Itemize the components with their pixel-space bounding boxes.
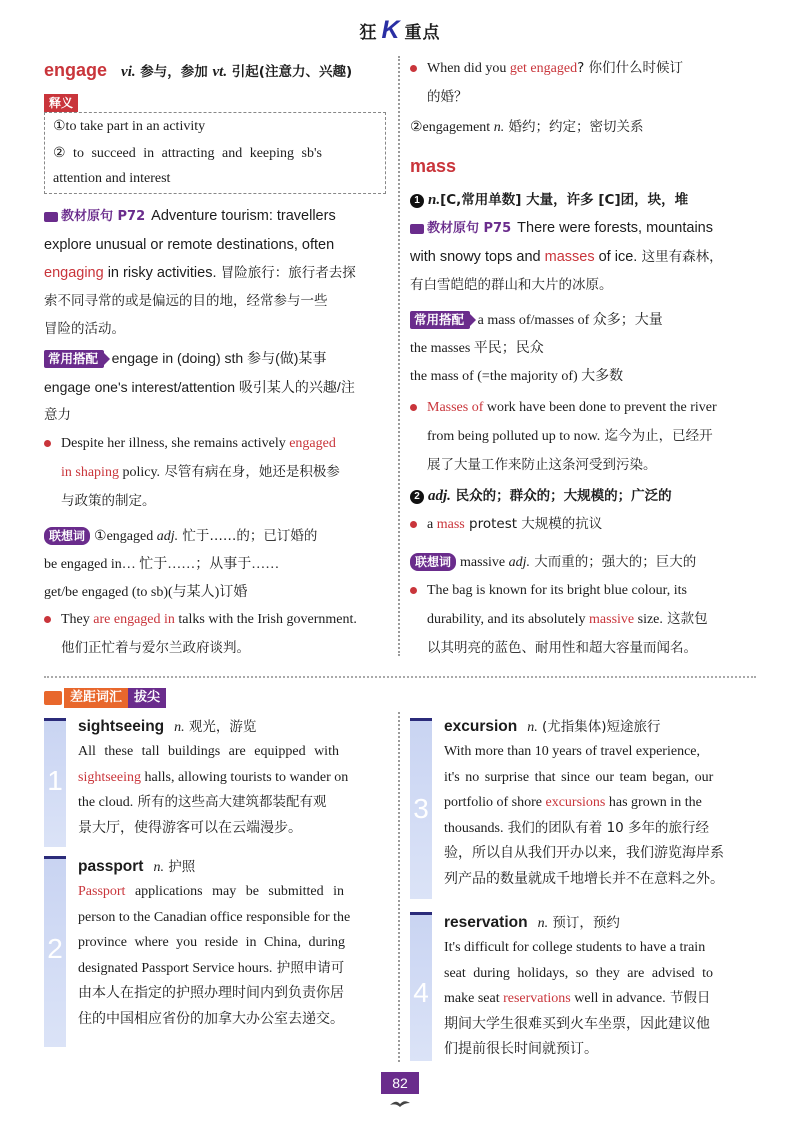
assoc-1a: ①engaged [94, 529, 157, 544]
sense-2-meaning: 民众的；群众的；大规模的；广泛的 [450, 488, 672, 504]
mass-ex2-b: protest 大规模的抗议 [464, 516, 603, 532]
bullet-icon [410, 587, 417, 594]
bullet-icon [44, 616, 51, 623]
entry-passport [78, 856, 388, 1032]
mass-association [410, 548, 756, 662]
source-en-1: Adventure tourism: travellers [151, 208, 336, 224]
source-zh-1: 冒险旅行：旅行者去探 [216, 265, 356, 281]
mass-coll-2: the masses 平民；民众 [410, 341, 544, 356]
entry-2-number: 2 [47, 933, 63, 964]
meaning-vi: 参与，参加 [135, 64, 213, 80]
mass-collocations [410, 306, 756, 391]
mass-ex3-highlight: massive [589, 612, 635, 627]
open-book-icon [44, 691, 62, 705]
entry-1-meaning: 观光，游览 [184, 719, 257, 735]
entry-2-line-3: province where you reside in China, during [78, 935, 345, 950]
entry-2-zh-2: 由本人在指定的护照办理时间内到负责你居 [78, 985, 344, 1001]
engagement-word: ②engagement [410, 120, 494, 135]
ex1-highlight-2: in shaping [61, 465, 119, 480]
sense-1-pos: n. [428, 192, 441, 208]
mass-ex1-b: from being polluted up to now. [427, 429, 601, 444]
header-k-logo: K [381, 16, 401, 44]
mass-ex3-b: durability, and its absolutely [427, 612, 590, 627]
ex1-zh-1: 尽管有病在身，她还是积极参 [160, 464, 340, 480]
engage-example-2 [44, 606, 390, 662]
header-text-post: 重点 [404, 23, 441, 43]
sense-1-meaning: [C,常用单数] 大量，许多 [C]团，块，堆 [440, 192, 689, 208]
pos-vt: vt. [212, 64, 228, 80]
entry-4-number: 4 [413, 977, 429, 1008]
assoc-1-pos: adj. [156, 529, 179, 544]
engage-source-block [44, 202, 386, 343]
engage-headline [44, 60, 394, 81]
entry-1-highlight: sightseeing [78, 769, 141, 785]
entry-1-pos: n. [174, 720, 185, 735]
mass-source-en-1: There were forests, mountains [517, 220, 713, 236]
definition-tag: 释义 [44, 94, 78, 112]
bullet-icon [410, 65, 417, 72]
engagement-pos: n. [493, 120, 505, 135]
engage-example-1 [44, 430, 390, 515]
entry-3-number: 3 [413, 793, 429, 824]
bullet-icon [44, 440, 51, 447]
entry-2-pos: n. [153, 860, 164, 875]
ex2-text-a: They [61, 612, 94, 627]
source-en-3-highlight: engaging [44, 265, 104, 281]
mass-example-1 [410, 394, 756, 479]
entry-3-number-bar [410, 718, 432, 899]
engaged-ex-zh: 的婚？ [427, 89, 468, 105]
source-tag: 教材原句 P75 [427, 221, 512, 236]
mass-assoc-pos: adj. [508, 555, 531, 570]
source-tag: 教材原句 P72 [61, 209, 146, 224]
entry-4-zh-1: 节假日 [665, 990, 711, 1006]
mass-source-highlight: masses [544, 249, 595, 265]
entry-reservation [444, 912, 756, 1063]
header-text-pre: 狂 [359, 23, 378, 43]
mass-assoc-meaning: 大而重的；强大的；巨大的 [530, 554, 697, 570]
book-icon [44, 212, 58, 222]
mass-ex3-a: The bag is known for its bright blue colour, its [427, 583, 687, 598]
sense-2-pos: adj. [428, 488, 451, 504]
entry-4-zh-3: 们提前很长时间就预订。 [444, 1041, 598, 1057]
mass-ex3-zh-2: 以其明亮的蓝色、耐用性和超大容量而闻名。 [427, 640, 697, 656]
entry-2-word: passport [78, 858, 144, 875]
entry-4-line-1: It's difficult for college students to have a train [444, 940, 706, 955]
entry-3-pos: n. [527, 720, 538, 735]
entry-3-line-4: thousands. [444, 820, 504, 836]
association-tag: 联想词 [44, 527, 90, 545]
assoc-3: get/be engaged (to sb)(与某人)订婚 [44, 585, 248, 600]
engaged-ex-a: When did you [427, 61, 510, 76]
mass-coll-1: a mass of/masses of 众多；大量 [477, 313, 663, 328]
association-tag: 联想词 [410, 553, 456, 571]
engaged-example [410, 54, 756, 142]
definition-2a: ② to succeed in attracting and keeping sb's [53, 146, 322, 161]
page-number: 82 [381, 1072, 419, 1094]
collocation-tag: 常用搭配 [44, 350, 104, 368]
mass-ex1-zh-2: 展了大量工作来防止这条河受到污染。 [427, 457, 657, 473]
entry-4-zh-2: 期间大学生很难买到火车坐票，因此建议他 [444, 1015, 710, 1032]
entry-2-zh-3: 住的中国相应省份的加拿大办公室去递交。 [78, 1010, 344, 1027]
definition-2b: attention and interest [53, 171, 171, 186]
mass-ex1-highlight: Masses of [427, 400, 484, 415]
engaged-ex-highlight: get engaged [509, 61, 578, 76]
entry-1-word: sightseeing [78, 718, 165, 735]
mass-coll-3: the mass of (=the majority of) 大多数 [410, 369, 624, 384]
ex2-zh: 他们正忙着与爱尔兰政府谈判。 [61, 640, 250, 656]
entry-1-line-1: All these tall buildings are equipped with [78, 744, 339, 759]
mass-source-en-2b: of ice. [594, 249, 638, 265]
entry-4-line-3a: make seat [444, 991, 504, 1006]
entry-3-zh-3: 列产品的数量就成千地增长并不在意料之外。 [444, 870, 724, 887]
entry-3-line-3b: has grown in the [605, 795, 702, 810]
entry-3-line-2: it's no surprise that since our team began, our [444, 769, 714, 785]
definition-1: ①to take part in an activity [53, 119, 206, 134]
entry-2-line-1: applications may be submitted in [125, 884, 345, 899]
collocation-2a: engage one's interest/attention 吸引某人的兴趣/注 [44, 379, 355, 395]
bottom-column-divider [398, 712, 400, 1062]
mass-sense-1 [410, 186, 756, 299]
entry-3-line-1: With more than 10 years of travel experience, [444, 744, 700, 759]
entry-3-word: excursion [444, 718, 518, 735]
definition-box [44, 112, 386, 194]
entry-4-word: reservation [444, 914, 528, 931]
section-title-b: 拔尖 [128, 688, 166, 708]
meaning-vt: 引起(注意力、兴趣) [227, 64, 353, 80]
section-separator [44, 676, 756, 678]
mass-source-en-2a: with snowy tops and [410, 249, 545, 265]
section-title-a: 差距词汇 [64, 688, 128, 708]
headword-engage: engage [44, 60, 108, 80]
mass-assoc-word: massive [460, 555, 509, 570]
mass-sense-2 [410, 482, 756, 539]
entry-1-number-bar [44, 718, 66, 847]
entry-4-pos: n. [537, 916, 549, 931]
entry-2-highlight: Passport [78, 884, 126, 899]
column-divider [398, 56, 400, 656]
assoc-2: be engaged in… 忙于……；从事于…… [44, 557, 280, 572]
entry-3-line-3a: portfolio of shore [444, 795, 546, 810]
collocation-1: engage in (doing) sth 参与(做)某事 [111, 350, 327, 366]
entry-3-meaning: (尤指集体)短途旅行 [537, 719, 661, 735]
bullet-icon [410, 521, 417, 528]
collocation-tag: 常用搭配 [410, 311, 470, 329]
entry-1-number: 1 [47, 765, 63, 796]
entry-4-line-3b: well in advance. [570, 991, 666, 1006]
bullet-icon [410, 404, 417, 411]
headword-mass: mass [410, 156, 457, 176]
entry-4-highlight: reservations [503, 991, 571, 1006]
source-en-3: in risky activities. [103, 265, 217, 281]
entry-1-zh-2: 景大厅，使得游客可以在云端漫步。 [78, 819, 302, 836]
bird-icon [388, 1096, 412, 1108]
source-zh-2: 索不同寻常的或是偏远的目的地，经常参与一些 [44, 293, 328, 309]
entry-2-line-4: designated Passport Service hours. [78, 960, 273, 976]
ex2-text-b: talks with the Irish government. [174, 612, 357, 627]
entry-2-line-2: person to the Canadian office responsible for the [78, 909, 351, 925]
entry-2-number-bar [44, 856, 66, 1047]
mass-ex3-zh-1: 这款包 [662, 611, 708, 627]
section-banner [44, 688, 166, 710]
mass-ex1-zh-1: 迄今为止，已经开 [600, 428, 713, 444]
source-zh-3: 冒险的活动。 [44, 321, 125, 337]
entry-3-highlight: excursions [545, 795, 606, 810]
mass-ex2-a: a [427, 517, 437, 532]
entry-1-zh-1: 所有的这些高大建筑都装配有观 [133, 794, 327, 810]
mass-source-zh-1: 这里有森林， [637, 249, 723, 265]
entry-4-line-2: seat during holidays, so they are advised to [444, 965, 714, 981]
source-en-2: explore unusual or remote destinations, often [44, 237, 335, 253]
assoc-1-meaning: 忙于……的；已订婚的 [178, 528, 318, 544]
engaged-ex-b: ? 你们什么时候订 [577, 60, 684, 76]
sense-1-number: 1 [410, 194, 424, 208]
entry-2-meaning: 护照 [163, 859, 196, 875]
page-header [0, 16, 800, 45]
mass-ex2-highlight: mass [436, 517, 465, 532]
entry-4-number-bar [410, 912, 432, 1061]
entry-3-zh-1: 我们的团队有着 10 多年的旅行经 [503, 819, 710, 836]
collocation-2b: 意力 [44, 407, 71, 423]
ex1-zh-2: 与政策的制定。 [61, 493, 156, 509]
ex1-text-b: policy. [118, 465, 161, 480]
mass-source-zh-2: 有白雪皑皑的群山和大片的冰原。 [410, 277, 613, 293]
ex1-highlight-1: engaged [289, 436, 336, 451]
engagement-meaning: 婚约；约定；密切关系 [504, 119, 644, 135]
entry-1-line-2: halls, allowing tourists to wander on [141, 769, 349, 785]
sense-2-number: 2 [410, 490, 424, 504]
mass-ex1-a: work have been done to prevent the river [483, 400, 717, 415]
engage-associations [44, 522, 390, 607]
ex1-text-a: Despite her illness, she remains actively [61, 436, 290, 451]
entry-sightseeing [78, 716, 388, 841]
entry-excursion [444, 716, 756, 892]
mass-ex3-c: size. [634, 612, 663, 627]
pos-vi: vi. [121, 64, 136, 80]
entry-1-line-3: the cloud. [78, 795, 134, 810]
entry-2-zh-1: 护照申请可 [272, 959, 345, 976]
entry-4-meaning: 预订，预约 [548, 915, 620, 931]
book-icon [410, 224, 424, 234]
engage-collocations [44, 344, 390, 429]
ex2-highlight: are engaged in [93, 612, 175, 627]
entry-3-zh-2: 验，所以自从我们开办以来，我们游览海岸系 [444, 845, 724, 861]
